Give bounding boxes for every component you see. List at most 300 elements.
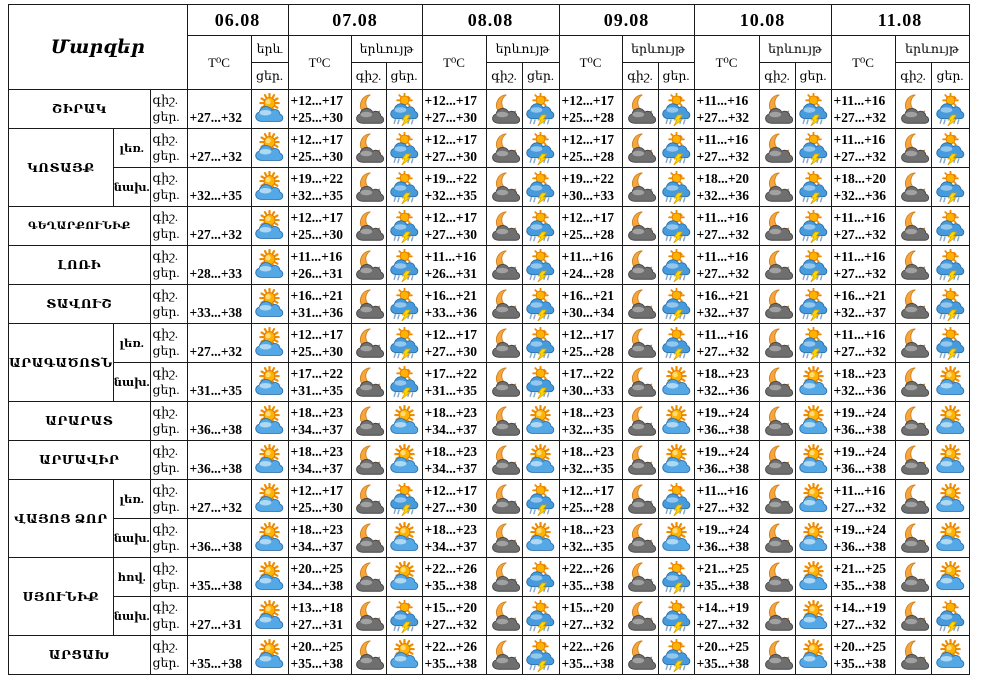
night-temp-value: +12...+17 (424, 93, 478, 108)
night-temp-value: +18...+23 (424, 522, 478, 537)
storm-icon (522, 246, 559, 285)
night-temp-value: +17...+22 (424, 366, 478, 381)
temp-cell (831, 363, 895, 402)
temp-cell (831, 519, 895, 558)
night-temp-value: +12...+17 (561, 132, 615, 147)
partly-sunny-icon (931, 441, 969, 480)
day-temp-value: +32...+36 (833, 383, 887, 398)
temp-cell (559, 90, 622, 129)
night-temp-value: +11...+16 (833, 327, 886, 342)
day-temp-value: +27...+32 (696, 617, 750, 632)
day-temp-value: +32...+35 (424, 188, 478, 203)
night-temp-value: +12...+17 (561, 327, 615, 342)
day-temp-value: +27...+30 (424, 344, 478, 359)
night-temp-value: +16...+21 (424, 288, 478, 303)
date-header-11.08: 11.08 (831, 5, 969, 36)
night-temp-value: +14...+19 (833, 600, 887, 615)
day-temp-value: +32...+36 (696, 383, 750, 398)
day-subheader: ցեր. (931, 63, 969, 90)
night-temp-value (190, 248, 251, 265)
table-header (9, 5, 970, 90)
time-of-day-labels (150, 363, 187, 402)
moon-cloud-icon (622, 168, 658, 207)
time-of-day-labels (150, 168, 187, 207)
storm-icon (386, 246, 422, 285)
moon-cloud-icon (486, 363, 522, 402)
day-temp-value: +26...+31 (424, 266, 478, 281)
zone-label: նախ. (113, 519, 150, 558)
night-temp-value: +11...+16 (696, 93, 749, 108)
day-subheader: ցեր. (522, 63, 559, 90)
night-temp-value: +11...+16 (290, 249, 343, 264)
forecast-row (9, 129, 970, 168)
partly-sunny-icon (251, 285, 288, 324)
region-name: ԱՐԱՐԱՏ (9, 402, 151, 441)
partly-sunny-icon (931, 636, 969, 675)
day-temp-value: +27...+32 (833, 344, 887, 359)
day-temp-value: +27...+30 (424, 227, 478, 242)
storm-icon (658, 636, 694, 675)
night-temp-value: +19...+24 (833, 405, 887, 420)
moon-cloud-icon (759, 441, 795, 480)
temp-unit-header: T⁰C (559, 36, 622, 90)
night-temp-value (190, 326, 251, 343)
date-header-09.08: 09.08 (559, 5, 694, 36)
partly-sunny-icon (931, 519, 969, 558)
night-temp-value (190, 482, 251, 499)
phenomenon-header: երևույթ (486, 36, 559, 63)
night-temp-value: +18...+23 (561, 522, 615, 537)
moon-cloud-icon (759, 285, 795, 324)
night-temp-value: +18...+23 (561, 444, 615, 459)
night-label: գիշ. (152, 327, 179, 341)
temp-unit-header: T⁰C (422, 36, 486, 90)
partly-sunny-icon (251, 246, 288, 285)
night-temp-value: +18...+20 (833, 171, 887, 186)
temp-cell (694, 558, 759, 597)
temp-cell (422, 519, 486, 558)
night-temp-value (190, 521, 251, 538)
night-temp-value: +11...+16 (696, 249, 749, 264)
storm-icon (795, 90, 831, 129)
temp-cell (288, 285, 351, 324)
moon-cloud-icon (351, 597, 386, 636)
zone-label: լեռ. (113, 480, 150, 519)
partly-sunny-icon (251, 129, 288, 168)
time-of-day-labels (150, 402, 187, 441)
region-name: ԱՐՑԱԽ (9, 636, 151, 675)
temp-cell (288, 519, 351, 558)
moon-cloud-icon (759, 402, 795, 441)
zone-label: նախ. (113, 168, 150, 207)
temp-cell (559, 636, 622, 675)
temp-cell (694, 246, 759, 285)
temp-cell (694, 324, 759, 363)
night-temp-value: +12...+17 (290, 210, 344, 225)
temp-cell (288, 558, 351, 597)
day-temp-value: +30...+33 (561, 383, 615, 398)
night-temp-value: +11...+16 (833, 249, 886, 264)
temp-cell (288, 246, 351, 285)
moon-cloud-icon (895, 519, 931, 558)
storm-icon (522, 324, 559, 363)
day-temp-value: +27...+32 (189, 344, 243, 359)
moon-cloud-icon (486, 324, 522, 363)
forecast-row (9, 558, 970, 597)
temp-cell (559, 519, 622, 558)
storm-icon (795, 207, 831, 246)
day-temp-value: +34...+37 (424, 539, 478, 554)
night-temp-value: +16...+21 (833, 288, 887, 303)
day-temp-value: +25...+28 (561, 500, 615, 515)
date-header-07.08: 07.08 (288, 5, 422, 36)
temp-cell (831, 402, 895, 441)
night-temp-value: +11...+16 (833, 483, 886, 498)
night-temp-value: +17...+22 (290, 366, 344, 381)
storm-icon (931, 597, 969, 636)
moon-cloud-icon (486, 129, 522, 168)
forecast-row (9, 597, 970, 636)
day-temp-value: +33...+38 (189, 305, 243, 320)
day-temp-value: +34...+37 (290, 422, 344, 437)
day-temp-value: +24...+28 (561, 266, 615, 281)
moon-cloud-icon (622, 636, 658, 675)
partly-sunny-icon (931, 402, 969, 441)
day-label: ցեր. (152, 110, 180, 124)
night-label: գիշ. (152, 93, 179, 107)
storm-icon (522, 90, 559, 129)
phenomenon-header: երևույթ (759, 36, 831, 63)
phenomenon-header-short: երև (251, 36, 288, 63)
night-temp-value: +21...+25 (833, 561, 887, 576)
partly-sunny-icon (251, 90, 288, 129)
day-label: ցեր. (152, 344, 180, 358)
day-temp-value: +30...+33 (561, 188, 615, 203)
moon-cloud-icon (622, 558, 658, 597)
day-temp-value: +25...+30 (290, 149, 344, 164)
moon-cloud-icon (895, 324, 931, 363)
temp-cell (422, 207, 486, 246)
storm-icon (795, 246, 831, 285)
partly-sunny-icon (251, 363, 288, 402)
date-header-08.08: 08.08 (422, 5, 559, 36)
night-temp-value: +18...+23 (290, 444, 344, 459)
day-label: ցեր. (152, 500, 180, 514)
night-subheader: գիշ. (759, 63, 795, 90)
day-temp-value: +27...+31 (290, 617, 344, 632)
moon-cloud-icon (351, 129, 386, 168)
day-temp-value: +27...+32 (696, 344, 750, 359)
night-temp-value: +13...+18 (290, 600, 344, 615)
day-temp-value: +27...+32 (561, 617, 615, 632)
day-temp-value: +36...+38 (189, 461, 243, 476)
night-label: գիշ. (152, 288, 179, 302)
night-temp-value: +15...+20 (424, 600, 478, 615)
moon-cloud-icon (895, 168, 931, 207)
night-temp-value: +20...+25 (696, 639, 750, 654)
moon-cloud-icon (351, 636, 386, 675)
night-label: գիշ. (152, 600, 179, 614)
night-label: գիշ. (152, 366, 179, 380)
night-temp-value (190, 170, 251, 187)
zone-label: լեռ. (113, 324, 150, 363)
partly-sunny-icon (251, 441, 288, 480)
moon-cloud-icon (895, 129, 931, 168)
time-of-day-labels (150, 597, 187, 636)
moon-cloud-icon (759, 519, 795, 558)
region-name: ԳԵՂԱՐՔՈՒՆԻՔ (9, 207, 151, 246)
night-temp-value: +19...+22 (561, 171, 615, 186)
night-temp-value: +18...+23 (833, 366, 887, 381)
day-subheader: ցեր. (386, 63, 422, 90)
storm-icon (386, 168, 422, 207)
temp-cell (422, 480, 486, 519)
night-temp-value (190, 131, 251, 148)
night-temp-value: +22...+26 (561, 639, 615, 654)
partly-sunny-icon (931, 363, 969, 402)
day-temp-value: +28...+33 (189, 266, 243, 281)
temp-cell (831, 168, 895, 207)
day-temp-value: +35...+38 (189, 656, 243, 671)
day-temp-value: +35...+38 (696, 578, 750, 593)
night-temp-value: +19...+24 (696, 405, 750, 420)
moon-cloud-icon (486, 207, 522, 246)
partly-sunny-icon (931, 480, 969, 519)
day-label: ցեր. (152, 461, 180, 475)
night-temp-value: +18...+23 (696, 366, 750, 381)
storm-icon (795, 285, 831, 324)
moon-cloud-icon (759, 324, 795, 363)
night-temp-value: +19...+22 (424, 171, 478, 186)
temp-cell (187, 90, 251, 129)
moon-cloud-icon (486, 402, 522, 441)
day-temp-value: +36...+38 (696, 422, 750, 437)
time-of-day-labels (150, 285, 187, 324)
temp-cell (559, 246, 622, 285)
night-label: գիշ. (152, 483, 179, 497)
time-of-day-labels (150, 90, 187, 129)
temp-cell (694, 129, 759, 168)
temp-cell (831, 480, 895, 519)
storm-icon (522, 207, 559, 246)
day-temp-value: +30...+34 (561, 305, 615, 320)
moon-cloud-icon (486, 519, 522, 558)
moon-cloud-icon (622, 480, 658, 519)
day-temp-value: +36...+38 (833, 461, 887, 476)
day-temp-value: +34...+37 (424, 422, 478, 437)
forecast-row (9, 207, 970, 246)
moon-cloud-icon (895, 402, 931, 441)
day-temp-value: +32...+35 (561, 422, 615, 437)
partly-sunny-icon (522, 441, 559, 480)
storm-icon (658, 246, 694, 285)
partly-sunny-icon (386, 441, 422, 480)
moon-cloud-icon (622, 519, 658, 558)
night-temp-value (190, 638, 251, 655)
night-temp-value: +18...+23 (561, 405, 615, 420)
temp-cell (288, 168, 351, 207)
day-temp-value: +35...+38 (424, 656, 478, 671)
time-of-day-labels (150, 324, 187, 363)
moon-cloud-icon (486, 246, 522, 285)
region-name: ԼՈՌԻ (9, 246, 151, 285)
day-temp-value: +31...+35 (290, 383, 344, 398)
phenomenon-header: երևույթ (351, 36, 422, 63)
night-temp-value: +22...+26 (424, 561, 478, 576)
temp-cell (187, 519, 251, 558)
day-temp-value: +27...+32 (696, 500, 750, 515)
storm-icon (522, 168, 559, 207)
date-header-10.08: 10.08 (694, 5, 831, 36)
day-subheader: ցեր. (658, 63, 694, 90)
temp-cell (694, 285, 759, 324)
day-temp-value: +35...+38 (833, 578, 887, 593)
day-temp-value: +27...+32 (696, 110, 750, 125)
moon-cloud-icon (895, 441, 931, 480)
forecast-row (9, 363, 970, 402)
temp-cell (422, 129, 486, 168)
phenomenon-header: երևույթ (622, 36, 694, 63)
temp-cell (559, 324, 622, 363)
night-temp-value: +20...+25 (833, 639, 887, 654)
temp-cell (288, 441, 351, 480)
partly-sunny-icon (386, 402, 422, 441)
forecast-row (9, 441, 970, 480)
temp-cell (694, 363, 759, 402)
moon-cloud-icon (622, 129, 658, 168)
temp-cell (559, 480, 622, 519)
temp-cell (187, 636, 251, 675)
temp-cell (694, 90, 759, 129)
table-body (9, 90, 970, 675)
time-of-day-labels (150, 519, 187, 558)
storm-icon (522, 480, 559, 519)
night-temp-value (190, 443, 251, 460)
day-subheader: ցեր. (795, 63, 831, 90)
day-temp-value: +32...+35 (290, 188, 344, 203)
night-temp-value: +18...+23 (424, 405, 478, 420)
moon-cloud-icon (351, 363, 386, 402)
day-temp-value: +27...+32 (833, 110, 887, 125)
temp-cell (422, 402, 486, 441)
region-name: ՎԱՅՈՑ ՁՈՐ (9, 480, 114, 558)
temp-unit-header: T⁰C (831, 36, 895, 90)
night-temp-value: +12...+17 (424, 483, 478, 498)
moon-cloud-icon (759, 129, 795, 168)
temp-cell (187, 168, 251, 207)
storm-icon (931, 168, 969, 207)
partly-sunny-icon (795, 402, 831, 441)
moon-cloud-icon (351, 90, 386, 129)
temp-cell (422, 324, 486, 363)
day-label: ցեր. (152, 305, 180, 319)
day-label: ցեր. (152, 578, 180, 592)
temp-cell (187, 285, 251, 324)
day-temp-value: +27...+32 (833, 500, 887, 515)
night-label: գիշ. (152, 639, 179, 653)
day-temp-value: +36...+38 (696, 539, 750, 554)
temp-cell (187, 324, 251, 363)
day-subheader: ցեր. (251, 63, 288, 90)
zone-label: լեռ. (113, 129, 150, 168)
night-label: գիշ. (152, 444, 179, 458)
temp-cell (831, 441, 895, 480)
temp-cell (559, 441, 622, 480)
night-temp-value: +11...+16 (833, 210, 886, 225)
night-label: գիշ. (152, 249, 179, 263)
day-temp-value: +25...+30 (290, 344, 344, 359)
time-of-day-labels (150, 636, 187, 675)
night-temp-value: +11...+16 (561, 249, 614, 264)
phenomenon-header: երևույթ (895, 36, 969, 63)
temp-cell (559, 129, 622, 168)
forecast-row (9, 168, 970, 207)
partly-sunny-icon (251, 519, 288, 558)
day-temp-value: +27...+31 (189, 617, 243, 632)
temp-cell (559, 363, 622, 402)
moon-cloud-icon (622, 207, 658, 246)
moon-cloud-icon (759, 90, 795, 129)
night-temp-value: +22...+26 (424, 639, 478, 654)
night-temp-value: +21...+25 (696, 561, 750, 576)
night-temp-value: +12...+17 (290, 327, 344, 342)
moon-cloud-icon (759, 168, 795, 207)
moon-cloud-icon (759, 207, 795, 246)
temp-cell (288, 129, 351, 168)
partly-sunny-icon (795, 558, 831, 597)
night-temp-value: +11...+16 (696, 210, 749, 225)
day-temp-value: +27...+32 (189, 110, 243, 125)
temp-cell (831, 597, 895, 636)
moon-cloud-icon (486, 636, 522, 675)
moon-cloud-icon (895, 597, 931, 636)
moon-cloud-icon (622, 402, 658, 441)
moon-cloud-icon (622, 285, 658, 324)
night-temp-value: +12...+17 (290, 132, 344, 147)
night-temp-value: +19...+22 (290, 171, 344, 186)
partly-sunny-icon (251, 207, 288, 246)
temp-cell (831, 324, 895, 363)
region-name: ՏԱՎՈՒՇ (9, 285, 151, 324)
night-temp-value (190, 599, 251, 616)
storm-icon (658, 558, 694, 597)
night-temp-value: +14...+19 (696, 600, 750, 615)
day-temp-value: +32...+37 (696, 305, 750, 320)
region-name: ԿՈՏԱՅՔ (9, 129, 114, 207)
temp-cell (422, 285, 486, 324)
time-of-day-labels (150, 558, 187, 597)
day-temp-value: +33...+36 (424, 305, 478, 320)
partly-sunny-icon (795, 480, 831, 519)
time-of-day-labels (150, 441, 187, 480)
night-temp-value: +20...+25 (290, 561, 344, 576)
night-temp-value: +11...+16 (424, 249, 477, 264)
temp-cell (694, 441, 759, 480)
storm-icon (522, 129, 559, 168)
region-name: ՍՅՈՒՆԻՔ (9, 558, 114, 636)
day-label: ցեր. (152, 149, 180, 163)
day-temp-value: +25...+28 (561, 110, 615, 125)
partly-sunny-icon (251, 558, 288, 597)
temp-cell (422, 558, 486, 597)
night-temp-value: +20...+25 (290, 639, 344, 654)
partly-sunny-icon (251, 636, 288, 675)
temp-cell (288, 597, 351, 636)
temp-cell (831, 90, 895, 129)
forecast-row (9, 480, 970, 519)
day-temp-value: +27...+30 (424, 149, 478, 164)
temp-cell (288, 363, 351, 402)
